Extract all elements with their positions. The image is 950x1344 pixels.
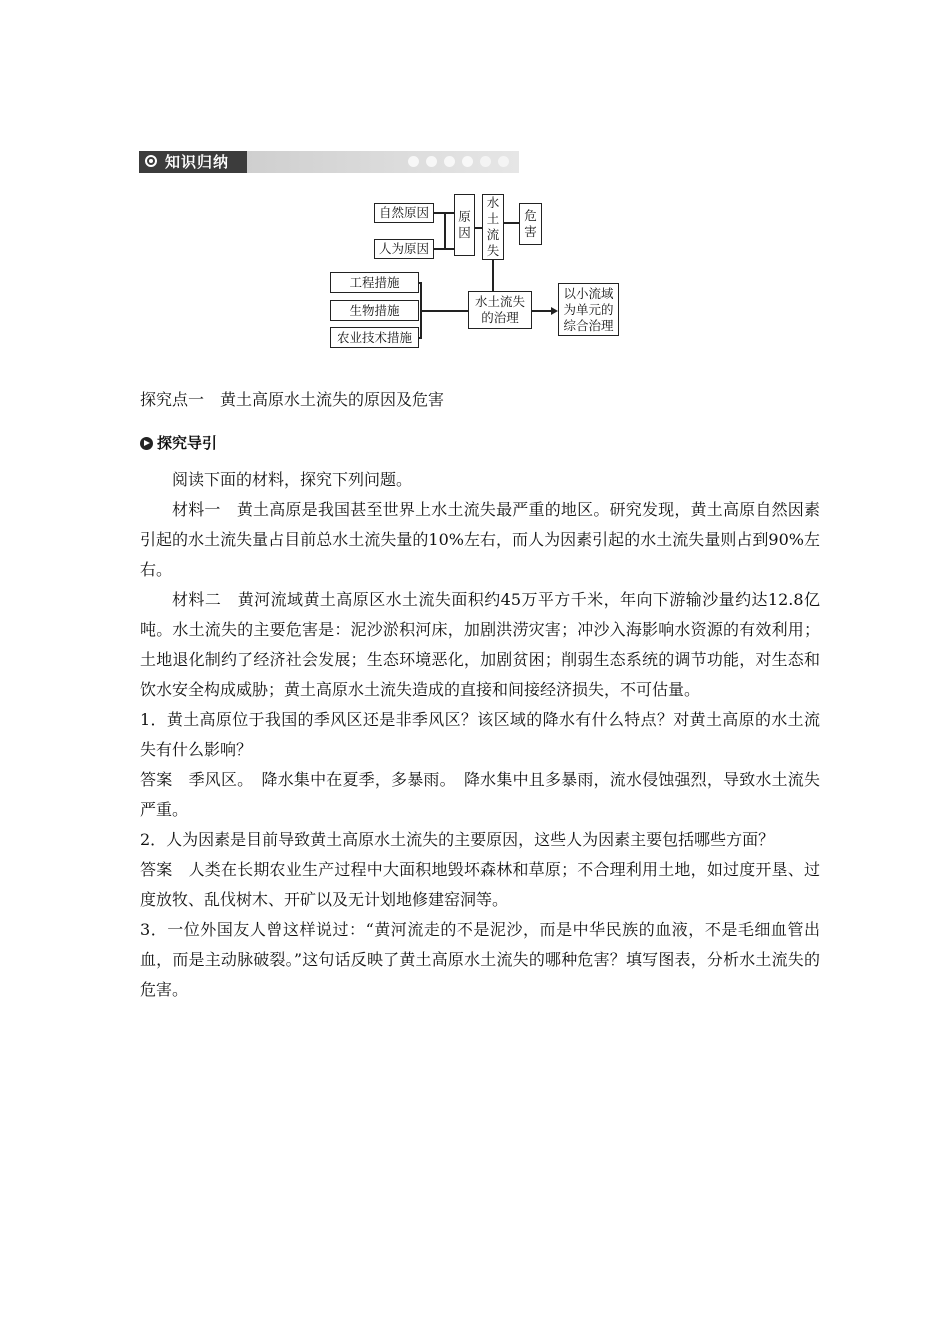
soil-erosion-box: 水 土 流 失	[482, 194, 504, 260]
material-one: 材料一 黄土高原是我国甚至世界上水土流失最严重的地区。研究发现，黄土高原自然因素引起的水土流失量占目前总水土流失量的10%左右，而人为因素引起的水土流失量则占到90%左右。	[140, 500, 820, 579]
material-two: 材料二 黄河流域黄土高原区水土流失面积约45万平方千米，年向下游输沙量约达12.8亿吨。水土流失的主要危害是：泥沙淤积河床，加剧洪涝灾害；冲沙入海影响水资源的有效利用；土地退化制约了经济社会发展；生态环境恶化，加剧贫困；削弱生态系统的调节功能，对生态和饮水安全构成威胁；黄土高原水土流失造成的直接和间接经济损失，不可估量。	[140, 590, 820, 699]
comprehensive-box: 以小流域 为单元的 综合治理	[558, 283, 619, 336]
natural-cause-box: 自然原因	[374, 203, 434, 223]
harm-box: 危 害	[519, 203, 542, 245]
answer-1: 答案 季风区。 降水集中在夏季，多暴雨。 降水集中且多暴雨，流水侵蚀强烈，导致水土流失严重。	[140, 770, 820, 819]
question-3: 3．一位外国友人曾这样说过：“黄河流走的不是泥沙，而是中华民族的血液，不是毛细血管出血，而是主动脉破裂。”这句话反映了黄土高原水土流失的哪种危害？填写图表，分析水土流失的危害。	[140, 920, 820, 999]
banner-title: 知识归纳	[165, 153, 230, 171]
play-icon	[140, 437, 153, 450]
guide-title: 探究导引	[157, 434, 218, 452]
engineering-box: 工程措施	[330, 272, 419, 293]
biological-box: 生物措施	[330, 300, 419, 321]
answer-2: 答案 人类在长期农业生产过程中大面积地毁坏森林和草原；不合理利用土地，如过度开垦、过度放牧、乱伐树木、开矿以及无计划地修建窑洞等。	[140, 860, 820, 909]
guide-heading	[140, 433, 217, 453]
body-text	[140, 465, 820, 1005]
question-1: 1．黄土高原位于我国的季风区还是非季风区？该区域的降水有什么特点？对黄土高原的水土流失有什么影响？	[140, 710, 820, 759]
knowledge-diagram	[0, 0, 950, 370]
agricultural-box: 农业技术措施	[330, 327, 419, 348]
human-cause-box: 人为原因	[374, 239, 434, 259]
cause-box: 原 因	[454, 194, 475, 256]
treatment-box: 水土流失 的治理	[468, 291, 532, 329]
intro-paragraph: 阅读下面的材料，探究下列问题。	[172, 470, 413, 489]
section-title: 探究点一 黄土高原水土流失的原因及危害	[140, 390, 445, 409]
question-2: 2．人为因素是目前导致黄土高原水土流失的主要原因，这些人为因素主要包括哪些方面？	[140, 830, 775, 849]
